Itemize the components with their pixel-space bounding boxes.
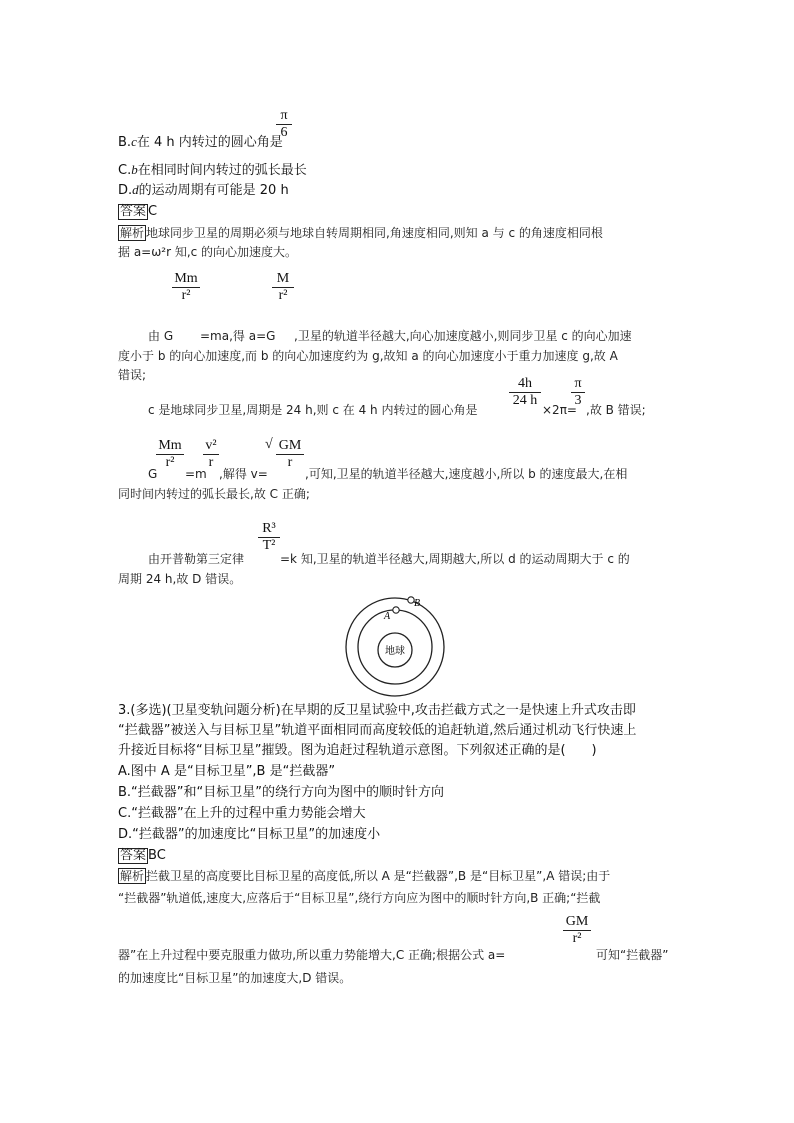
q3-answer-label: 答案 bbox=[120, 848, 147, 863]
q3-option-c: C.“拦截器”在上升的过程中重力势能会增大 bbox=[118, 806, 366, 821]
earth-label: 地球 bbox=[385, 646, 405, 657]
q3-line2: “拦截器”被送入与目标卫星”轨道平面相同而高度较低的追赶轨道,然后通过机动飞行快速上 bbox=[118, 723, 637, 738]
analysis-p1-line1: 解析 地球同步卫星的周期必须与地球自转周期相同,角速度相同,则知 a 与 c 的角速度相同根 bbox=[120, 226, 603, 240]
analysis-p4-line1: ,可知,卫星的轨道半径越大,速度越小,所以 b 的速度最大,在相 bbox=[305, 467, 628, 481]
q3-analysis-label: 解析 bbox=[120, 869, 145, 883]
analysis-p4-mid: =m bbox=[185, 467, 207, 481]
option-d: D.d的运动周期有可能是 20 h bbox=[118, 182, 289, 198]
fraction-v2-r: v² r bbox=[203, 438, 219, 471]
analysis-p5-pre: 由开普勒第三定律 bbox=[148, 552, 245, 566]
q3-line3: 升接近目标将“目标卫星”摧毁。图为追赶过程轨道示意图。下列叙述正确的是( ) bbox=[118, 743, 597, 758]
analysis-p4-line2: 同时间内转过的弧长最长,故 C 正确; bbox=[118, 487, 310, 501]
analysis-p3-post: ,故 B 错误; bbox=[586, 403, 646, 417]
analysis-p1-line2: 据 a=ω²r 知,c 的向心加速度大。 bbox=[118, 245, 298, 259]
analysis-p2-pre: 由 G bbox=[148, 329, 174, 343]
q3-answer-value: BC bbox=[148, 848, 166, 863]
analysis-p2-line2: 度小于 b 的向心加速度,而 b 的向心加速度约为 g,故知 a 的向心加速度小于重力加速度 g,故 A bbox=[118, 349, 618, 363]
answer-row bbox=[118, 203, 157, 221]
q3-answer-row bbox=[118, 847, 166, 865]
analysis-p4-pre: G bbox=[148, 467, 158, 481]
fraction-4h-24h: 4h 24 h bbox=[509, 376, 541, 409]
sqrt-sign: √ bbox=[265, 437, 273, 452]
answer-value: C bbox=[148, 204, 158, 219]
fraction-m-r2: M r² bbox=[272, 271, 294, 304]
fraction-r3-t2: R³ T² bbox=[258, 521, 280, 554]
analysis-p3-mid: ×2π= bbox=[542, 403, 577, 417]
fraction-pi-over-6: π 6 bbox=[276, 108, 292, 141]
analysis-p2-line3: 错误; bbox=[118, 368, 147, 382]
analysis-p5-line1: =k 知,卫星的轨道半径越大,周期越大,所以 d 的运动周期大于 c 的 bbox=[280, 552, 630, 566]
fraction-mm-r2-b: Mm r² bbox=[156, 438, 184, 471]
q3-analysis-line3-pre: 器”在上升过程中要克服重力做功,所以重力势能增大,C 正确;根据公式 a= bbox=[118, 948, 506, 962]
q3-analysis-line1: 解析 拦截卫星的高度要比目标卫星的高度低,所以 A 是“拦截器”,B 是“目标卫星”,A 错误;由于 bbox=[120, 869, 611, 883]
option-b: B.c在 4 h 内转过的圆心角是 bbox=[118, 134, 283, 150]
fraction-pi-over-3: π 3 bbox=[571, 376, 585, 409]
satellite-a bbox=[393, 607, 399, 613]
analysis-p2-line1: ,卫星的轨道半径越大,向心加速度越小,则同步卫星 c 的向心加速 bbox=[294, 329, 632, 343]
label-a: A bbox=[384, 611, 391, 622]
analysis-p2-mid: =ma,得 a=G bbox=[200, 329, 276, 343]
q3-analysis-line3-post: 可知“拦截器” bbox=[596, 948, 669, 962]
option-c: C.b在相同时间内转过的弧长最长 bbox=[118, 162, 307, 178]
fraction-gm-r: GM r bbox=[276, 438, 304, 471]
q3-line1: 3.(多选)(卫星变轨问题分析)在早期的反卫星试验中,攻击拦截方式之一是快速上升式攻击即 bbox=[118, 703, 636, 718]
analysis-label: 解析 bbox=[120, 226, 145, 240]
analysis-p3-pre: c 是地球同步卫星,周期是 24 h,则 c 在 4 h 内转过的圆心角是 bbox=[148, 403, 478, 417]
fraction-mm-r2: Mm r² bbox=[172, 271, 200, 304]
analysis-p4-mid2: ,解得 v= bbox=[219, 467, 268, 481]
orbit-diagram bbox=[344, 596, 446, 698]
label-b: B bbox=[414, 598, 421, 609]
q3-analysis-line2: “拦截器”轨道低,速度大,应落后于“目标卫星”,绕行方向应为图中的顺时针方向,B 正确;“拦截 bbox=[118, 891, 601, 905]
q3-analysis-line4: 的加速度比“目标卫星”的加速度大,D 错误。 bbox=[118, 971, 352, 985]
q3-option-a: A.图中 A 是“目标卫星”,B 是“拦截器” bbox=[118, 764, 336, 779]
answer-label: 答案 bbox=[120, 204, 147, 219]
analysis-p5-line2: 周期 24 h,故 D 错误。 bbox=[118, 572, 242, 586]
q3-option-d: D.“拦截器”的加速度比“目标卫星”的加速度小 bbox=[118, 827, 381, 842]
fraction-gm-r2: GM r² bbox=[563, 914, 591, 947]
q3-option-b: B.“拦截器”和“目标卫星”的绕行方向为图中的顺时针方向 bbox=[118, 785, 444, 800]
